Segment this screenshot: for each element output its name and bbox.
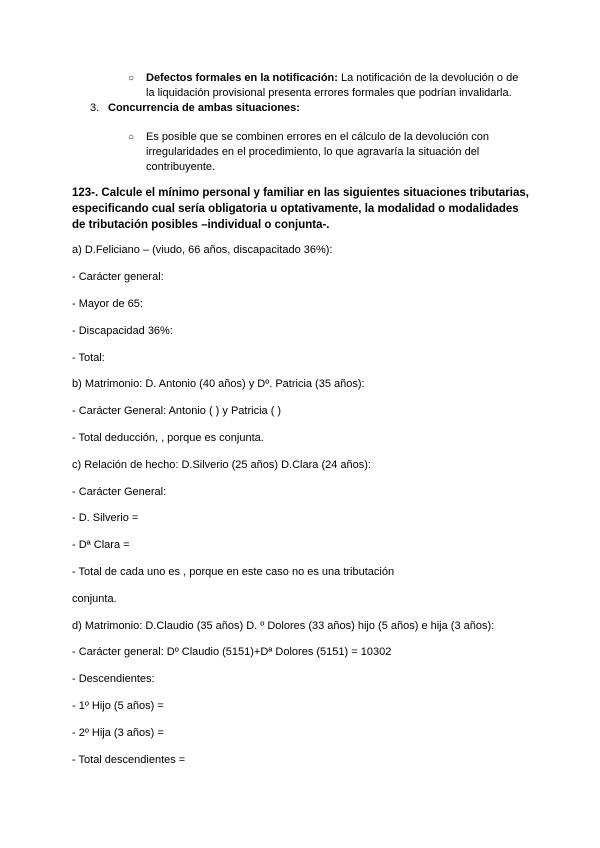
line: conjunta. [72, 593, 117, 605]
line: - Mayor de 65: [72, 298, 143, 310]
line: - 1º Hijo (5 años) = [72, 700, 164, 712]
line-b: b) Matrimonio: D. Antonio (40 años) y Dº. Patricia (35 años): [72, 378, 365, 390]
sub-bullet: ○ [128, 73, 135, 84]
line-a: a) D.Feliciano – (viudo, 66 años, discapacitado 36%): [72, 244, 333, 256]
line: - Dª Clara = [72, 539, 130, 551]
item-bold-label: Defectos formales en la notificación: [146, 72, 338, 84]
item-number: 3. [90, 102, 100, 114]
line: - Carácter General: Antonio ( ) y Patricia ( ) [72, 405, 282, 417]
sub-bullet: ○ [128, 132, 135, 143]
combinacion-errores-item: Es posible que se combinen errores en el cálculo de la devolución con irregularidades en el procedimiento, lo que agravaría la situación del contribuyente. [146, 131, 490, 173]
item-text: La notificación de la devolución o de la liquidación provisional presenta errores formales que podrían invalidarla. [146, 72, 519, 99]
line-d: d) Matrimonio: D.Claudio (35 años) D. º Dolores (33 años) hijo (5 años) e hija (3 años): [72, 620, 495, 632]
defectos-formales-item [146, 71, 526, 101]
line-c: c) Relación de hecho: D.Silverio (25 años) D.Clara (24 años): [72, 459, 371, 471]
line: - 2º Hija (3 años) = [72, 727, 164, 739]
line: - Total: [72, 352, 105, 364]
line: - Total descendientes = [72, 754, 186, 766]
exercise-heading: 123-. Calcule el mínimo personal y familiar en las siguientes situaciones tributarias, especificando cual sería obligatoria u optativamente, la modalidad o modalidades de tributación posibles –individual o conjunta-. [72, 187, 529, 231]
line: - Total deducción, , porque es conjunta. [72, 432, 264, 444]
item-bold-label: Concurrencia de ambas situaciones: [108, 102, 300, 114]
line: - Carácter general: [72, 271, 164, 283]
line: - Carácter general: Dº Claudio (5151)+Dª Dolores (5151) = 10302 [72, 646, 392, 658]
concurrencia-item [108, 101, 568, 116]
line: - D. Silverio = [72, 512, 139, 524]
line: - Total de cada uno es , porque en este caso no es una tributación [72, 566, 395, 578]
line: - Descendientes: [72, 673, 155, 685]
line: - Carácter General: [72, 486, 167, 498]
line: - Discapacidad 36%: [72, 325, 173, 337]
